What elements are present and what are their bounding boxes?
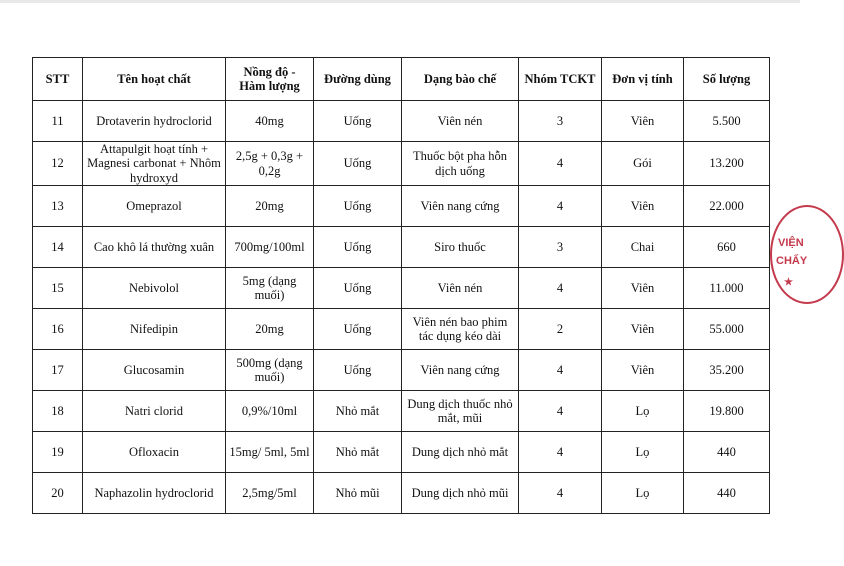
- cell-group: 4: [519, 268, 602, 309]
- cell-dosage-form: Dung dịch nhỏ mũi: [402, 473, 519, 514]
- cell-route: Uống: [314, 350, 402, 391]
- cell-quantity: 5.500: [684, 101, 770, 142]
- cell-stt: 13: [33, 186, 83, 227]
- header-unit: Đơn vị tính: [602, 58, 684, 101]
- cell-stt: 16: [33, 309, 83, 350]
- cell-ingredient: Natri clorid: [83, 391, 226, 432]
- cell-concentration: 20mg: [226, 186, 314, 227]
- cell-stt: 17: [33, 350, 83, 391]
- header-active-ingredient: Tên hoạt chất: [83, 58, 226, 101]
- cell-group: 4: [519, 473, 602, 514]
- table-row: [33, 268, 770, 309]
- cell-dosage-form: Viên nén: [402, 101, 519, 142]
- table-row: [33, 101, 770, 142]
- cell-quantity: 55.000: [684, 309, 770, 350]
- cell-dosage-form: Viên nén bao phim tác dụng kéo dài: [402, 309, 519, 350]
- cell-concentration: 2,5g + 0,3g + 0,2g: [226, 142, 314, 186]
- cell-ingredient: Nifedipin: [83, 309, 226, 350]
- header-quantity: Số lượng: [684, 58, 770, 101]
- stamp-text-line-2: CHẤY: [776, 255, 808, 267]
- table-row: [33, 473, 770, 514]
- cell-group: 4: [519, 186, 602, 227]
- cell-ingredient: Drotaverin hydroclorid: [83, 101, 226, 142]
- cell-quantity: 35.200: [684, 350, 770, 391]
- cell-group: 3: [519, 101, 602, 142]
- stamp-text-line-1: VIỆN: [778, 237, 804, 249]
- cell-stt: 19: [33, 432, 83, 473]
- cell-route: Uống: [314, 142, 402, 186]
- cell-dosage-form: Dung dịch thuốc nhỏ mắt, mũi: [402, 391, 519, 432]
- cell-quantity: 13.200: [684, 142, 770, 186]
- cell-group: 4: [519, 142, 602, 186]
- cell-ingredient: Glucosamin: [83, 350, 226, 391]
- cell-route: Uống: [314, 227, 402, 268]
- cell-dosage-form: Viên nén: [402, 268, 519, 309]
- stamp-star-icon: ★: [784, 277, 793, 288]
- cell-group: 4: [519, 432, 602, 473]
- header-route: Đường dùng: [314, 58, 402, 101]
- drug-table: [32, 57, 770, 514]
- cell-unit: Chai: [602, 227, 684, 268]
- cell-route: Nhỏ mũi: [314, 473, 402, 514]
- header-concentration: Nồng độ - Hàm lượng: [226, 58, 314, 101]
- cell-group: 4: [519, 391, 602, 432]
- cell-unit: Viên: [602, 350, 684, 391]
- cell-concentration: 15mg/ 5ml, 5ml: [226, 432, 314, 473]
- cell-stt: 11: [33, 101, 83, 142]
- cell-ingredient: Omeprazol: [83, 186, 226, 227]
- header-technical-group: Nhóm TCKT: [519, 58, 602, 101]
- table-row: [33, 432, 770, 473]
- cell-dosage-form: Viên nang cứng: [402, 350, 519, 391]
- cell-concentration: 5mg (dạng muối): [226, 268, 314, 309]
- cell-route: Uống: [314, 186, 402, 227]
- cell-unit: Viên: [602, 101, 684, 142]
- cell-stt: 20: [33, 473, 83, 514]
- cell-route: Nhỏ mắt: [314, 391, 402, 432]
- cell-concentration: 700mg/100ml: [226, 227, 314, 268]
- cell-quantity: 440: [684, 432, 770, 473]
- cell-ingredient: Attapulgit hoạt tính + Magnesi carbonat + Nhôm hydroxyd: [83, 142, 226, 186]
- cell-dosage-form: Dung dịch nhỏ mắt: [402, 432, 519, 473]
- table-row: [33, 142, 770, 186]
- cell-ingredient: Cao khô lá thường xuân: [83, 227, 226, 268]
- cell-stt: 18: [33, 391, 83, 432]
- cell-route: Nhỏ mắt: [314, 432, 402, 473]
- cell-concentration: 2,5mg/5ml: [226, 473, 314, 514]
- cell-ingredient: Naphazolin hydroclorid: [83, 473, 226, 514]
- official-stamp: [770, 205, 844, 304]
- cell-quantity: 19.800: [684, 391, 770, 432]
- table-row: [33, 350, 770, 391]
- cell-dosage-form: Siro thuốc: [402, 227, 519, 268]
- cell-route: Uống: [314, 309, 402, 350]
- cell-route: Uống: [314, 268, 402, 309]
- cell-unit: Lọ: [602, 432, 684, 473]
- cell-unit: Viên: [602, 268, 684, 309]
- header-stt: STT: [33, 58, 83, 101]
- cell-unit: Viên: [602, 186, 684, 227]
- cell-dosage-form: Viên nang cứng: [402, 186, 519, 227]
- cell-dosage-form: Thuốc bột pha hỗn dịch uống: [402, 142, 519, 186]
- cell-unit: Viên: [602, 309, 684, 350]
- cell-route: Uống: [314, 101, 402, 142]
- table-row: [33, 186, 770, 227]
- cell-group: 2: [519, 309, 602, 350]
- cell-concentration: 0,9%/10ml: [226, 391, 314, 432]
- cell-concentration: 20mg: [226, 309, 314, 350]
- cell-unit: Gói: [602, 142, 684, 186]
- page-top-edge: [0, 0, 800, 3]
- table-row: [33, 309, 770, 350]
- cell-quantity: 22.000: [684, 186, 770, 227]
- cell-quantity: 440: [684, 473, 770, 514]
- cell-group: 4: [519, 350, 602, 391]
- table-row: [33, 227, 770, 268]
- cell-quantity: 11.000: [684, 268, 770, 309]
- cell-unit: Lọ: [602, 473, 684, 514]
- table-header-row: [33, 58, 770, 101]
- cell-stt: 15: [33, 268, 83, 309]
- cell-concentration: 40mg: [226, 101, 314, 142]
- cell-stt: 14: [33, 227, 83, 268]
- cell-ingredient: Nebivolol: [83, 268, 226, 309]
- cell-quantity: 660: [684, 227, 770, 268]
- cell-unit: Lọ: [602, 391, 684, 432]
- header-dosage-form: Dạng bào chế: [402, 58, 519, 101]
- cell-stt: 12: [33, 142, 83, 186]
- cell-concentration: 500mg (dạng muối): [226, 350, 314, 391]
- table-row: [33, 391, 770, 432]
- cell-ingredient: Ofloxacin: [83, 432, 226, 473]
- cell-group: 3: [519, 227, 602, 268]
